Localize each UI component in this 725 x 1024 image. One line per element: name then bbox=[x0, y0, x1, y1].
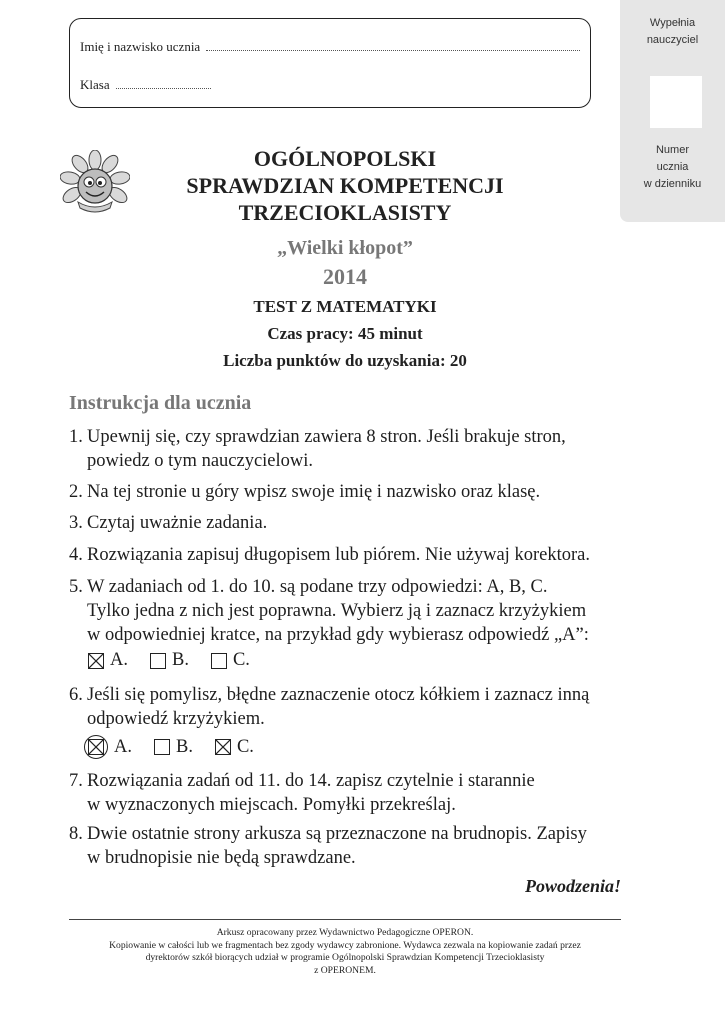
student-info-box bbox=[69, 18, 591, 108]
footer-divider bbox=[69, 919, 621, 920]
footer-line: z OPERONEM. bbox=[314, 964, 376, 976]
student-name-label: Imię i nazwisko ucznia bbox=[80, 39, 201, 54]
instruction-item: 4. Rozwiązania zapisuj długopisem lub piórem. Nie używaj korektora. bbox=[69, 545, 590, 565]
points-total: Liczba punktów do uzyskania: 20 bbox=[223, 351, 467, 370]
teacher-panel bbox=[620, 0, 725, 222]
title-line-1: OGÓLNOPOLSKI bbox=[253, 146, 437, 171]
circled-checkbox-icon bbox=[84, 735, 108, 759]
example-choice-b[interactable]: B. bbox=[150, 650, 189, 671]
student-number-label: Numer ucznia w dzienniku bbox=[643, 144, 702, 190]
checkbox-empty-icon[interactable] bbox=[211, 653, 227, 669]
checkbox-checked-icon[interactable] bbox=[88, 653, 104, 669]
footer-line: Arkusz opracowany przez Wydawnictwo Pedagogiczne OPERON. bbox=[216, 927, 474, 938]
subtitle: „Wielki kłopot” bbox=[277, 237, 413, 259]
student-name-field[interactable] bbox=[206, 41, 580, 51]
class-field[interactable] bbox=[116, 79, 211, 89]
class-label: Klasa bbox=[80, 77, 110, 92]
work-time: Czas pracy: 45 minut bbox=[267, 324, 423, 343]
student-name-row[interactable] bbox=[80, 39, 580, 55]
student-number-box[interactable] bbox=[650, 76, 702, 128]
year: 2014 bbox=[323, 264, 367, 289]
example-choices-1 bbox=[88, 650, 272, 671]
test-name: TEST Z MATEMATYKI bbox=[253, 297, 437, 316]
instructions-heading: Instrukcja dla ucznia bbox=[69, 392, 252, 414]
checkbox-empty-icon[interactable] bbox=[150, 653, 166, 669]
example-choices-2 bbox=[88, 735, 276, 759]
teacher-fill-label: Wypełnia nauczyciel bbox=[646, 17, 699, 46]
title-line-3: TRZECIOKLASISTY bbox=[238, 200, 452, 225]
checkbox-empty-icon[interactable] bbox=[154, 739, 170, 755]
example-choice-b[interactable]: B. bbox=[154, 737, 193, 758]
footer-line: dyrektorów szkół biorących udział w programie Ogólnopolski Sprawdzian Kompetencji Trzecioklasisty bbox=[145, 952, 545, 963]
instruction-item: 5. W zadaniach od 1. do 10. są podane trzy odpowiedzi: A, B, C. Tylko jedna z nich jest poprawna. Wybierz ją i zaznacz krzyżykiem w odpowiedniej kratce, na przykład gdy wybierasz odpowiedź „A”: bbox=[69, 577, 589, 645]
instruction-item: 1. Upewnij się, czy sprawdzian zawiera 8 stron. Jeśli brakuje stron, powiedz o tym nauczycielowi. bbox=[69, 427, 566, 471]
title-line-2: SPRAWDZIAN KOMPETENCJI bbox=[186, 173, 504, 198]
example-choice-a[interactable]: A. bbox=[88, 650, 128, 671]
footer-line: Kopiowanie w całości lub we fragmentach bez zgody wydawcy zabronione. Wydawca zezwala na kopiowanie zadań przez bbox=[109, 939, 581, 951]
footer-notice bbox=[69, 927, 621, 977]
example-choice-c[interactable]: C. bbox=[215, 737, 254, 758]
checkbox-checked-icon[interactable] bbox=[88, 739, 104, 755]
example-choice-a[interactable]: A. bbox=[88, 735, 132, 759]
class-row[interactable] bbox=[80, 77, 580, 93]
instruction-item: 2. Na tej stronie u góry wpisz swoje imię i nazwisko oraz klasę. bbox=[69, 482, 541, 502]
instruction-item: 8. Dwie ostatnie strony arkusza są przeznaczone na brudnopis. Zapisy w brudnopisie nie będą sprawdzane. bbox=[69, 824, 587, 868]
instruction-item: 3. Czytaj uważnie zadania. bbox=[69, 513, 268, 533]
instruction-item: 6. Jeśli się pomylisz, błędne zaznaczenie otocz kółkiem i zaznacz inną odpowiedź krzyżykiem. bbox=[69, 685, 590, 729]
instruction-item: 7. Rozwiązania zadań od 11. do 14. zapisz czytelnie i starannie w wyznaczonych miejscach. Pomyłki przekreślaj. bbox=[69, 771, 535, 815]
example-choice-c[interactable]: C. bbox=[211, 650, 250, 671]
checkbox-checked-icon[interactable] bbox=[215, 739, 231, 755]
closing-text: Powodzenia! bbox=[524, 876, 621, 896]
